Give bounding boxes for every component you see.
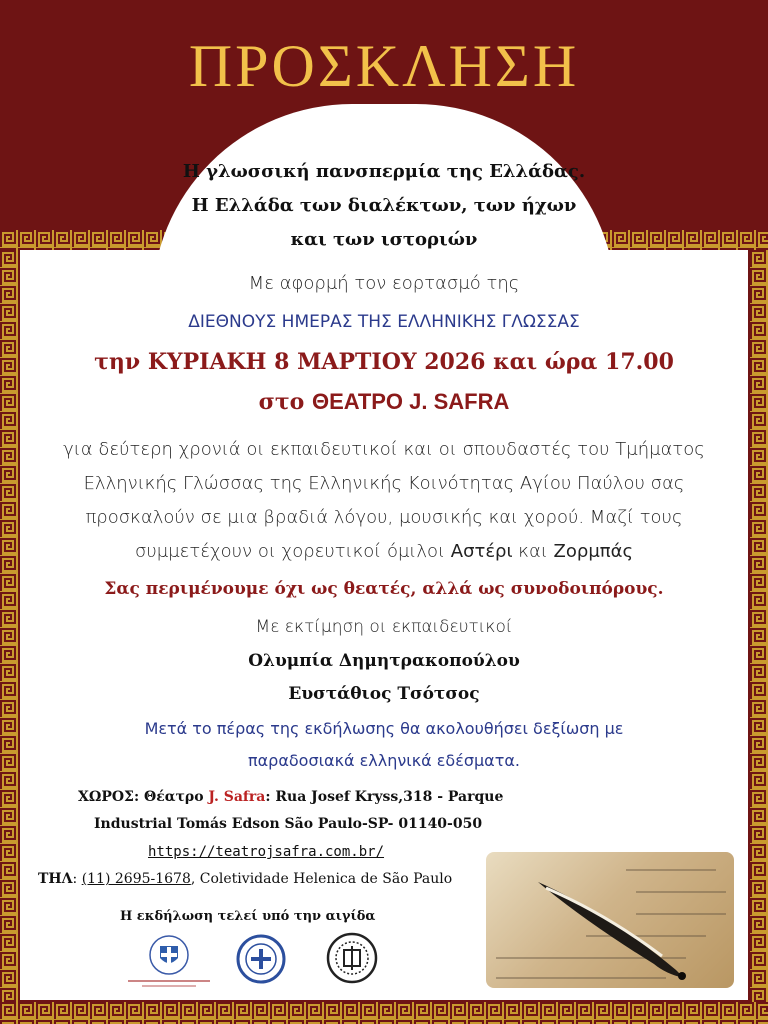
venue-address-line-2: Industrial Tomás Edson São Paulo-SP- 01140-050 <box>94 816 483 832</box>
regards-line: Με εκτίμηση οι εκπαιδευτικοί <box>255 617 513 637</box>
greek-key-border-left <box>0 250 18 1024</box>
occasion-name: ΔΙΕΘΝΟΥΣ ΗΜΕΡΑΣ ΤΗΣ ΕΛΛΗΝΙΚΗΣ ΓΛΩΣΣΑΣ <box>188 312 580 332</box>
greek-key-border-bottom <box>0 1002 768 1024</box>
auspices-line: Η εκδήλωση τελεί υπό την αιγίδα <box>120 909 376 924</box>
reception-line-2: παραδοσιακά ελληνικά εδέσματα. <box>248 751 520 770</box>
place-prefix: : Θέατρο <box>133 789 209 805</box>
description-line-1: για δεύτερη χρονιά οι εκπαιδευτικοί και οι σπουδαστές του Τμήματος <box>63 439 705 460</box>
poster-title: ΠΡΟΣΚΛΗΣΗ <box>188 33 580 99</box>
description-conjunction: και <box>512 541 554 562</box>
phone-link[interactable]: (11) 2695-1678 <box>81 871 191 887</box>
subtitle-line-1: Η γλωσσική πανσπερμία της Ελλάδας. <box>182 161 586 182</box>
venue-name: ΘΕΑΤΡΟ J. SAFRA <box>311 389 510 414</box>
address-line-1: : Rua Josef Kryss,318 - Parque <box>265 789 504 805</box>
description-line-2: Ελληνικής Γλώσσας της Ελληνικής Κοινότητας Αγίου Παύλου σας <box>83 473 685 494</box>
event-date: την ΚΥΡΙΑΚΗ 8 ΜΑΡΤΙΟΥ 2026 και ώρα 17.00 <box>94 349 674 375</box>
event-venue <box>20 384 748 420</box>
reception-line-1: Μετά το πέρας της εκδήλωσης θα ακολουθήσει δεξίωση με <box>144 719 624 738</box>
consulate-caption <box>128 978 210 988</box>
teacher-name-1: Ολυμπία Δημητρακοπούλου <box>248 651 520 671</box>
quill-pen-illustration <box>486 852 734 988</box>
phone-line: ΤΗΛ: (11) 2695-1678, Coletividade Helenica de São Paulo <box>38 871 453 887</box>
subtitle-line-3: και των ιστοριών <box>290 229 478 250</box>
tagline: Σας περιμένουμε όχι ως θεατές, αλλά ως συνοδοιπόρους. <box>104 579 664 599</box>
greek-key-border-right <box>750 250 768 1024</box>
venue-address-line-1 <box>78 789 503 805</box>
greek-consulate-emblem-icon <box>148 934 190 976</box>
occasion-intro: Με αφορμή τον εορτασμό της <box>248 273 520 294</box>
place-label: ΧΩΡΟΣ <box>78 789 134 805</box>
dance-group-asteri: Αστέρι <box>450 541 513 562</box>
description-line-4-prefix: συμμετέχουν οι χορευτικοί όμιλοι <box>134 541 451 562</box>
phone-label: ΤΗΛ <box>38 871 73 887</box>
quill-pen-photo <box>486 852 734 988</box>
venue-prefix: στο <box>258 389 312 415</box>
description-line-4 <box>20 535 748 569</box>
teacher-name-2: Ευστάθιος Τσότσος <box>288 684 480 704</box>
community-seal-icon <box>236 934 286 984</box>
phone-suffix: , Coletividade Helenica de São Paulo <box>190 871 453 887</box>
dance-group-zorbas: Ζορμπάς <box>553 541 634 562</box>
description-line-3: προσκαλούν σε μια βραδιά λόγου, μουσικής και χορού. Μαζί τους <box>85 507 683 528</box>
subtitle-line-2: Η Ελλάδα των διαλέκτων, των ήχων <box>191 195 577 216</box>
place-name: J. Safra <box>208 789 266 805</box>
website-link[interactable]: https://teatrojsafra.com.br/ <box>148 844 385 860</box>
orthodox-church-seal-icon <box>326 932 378 984</box>
